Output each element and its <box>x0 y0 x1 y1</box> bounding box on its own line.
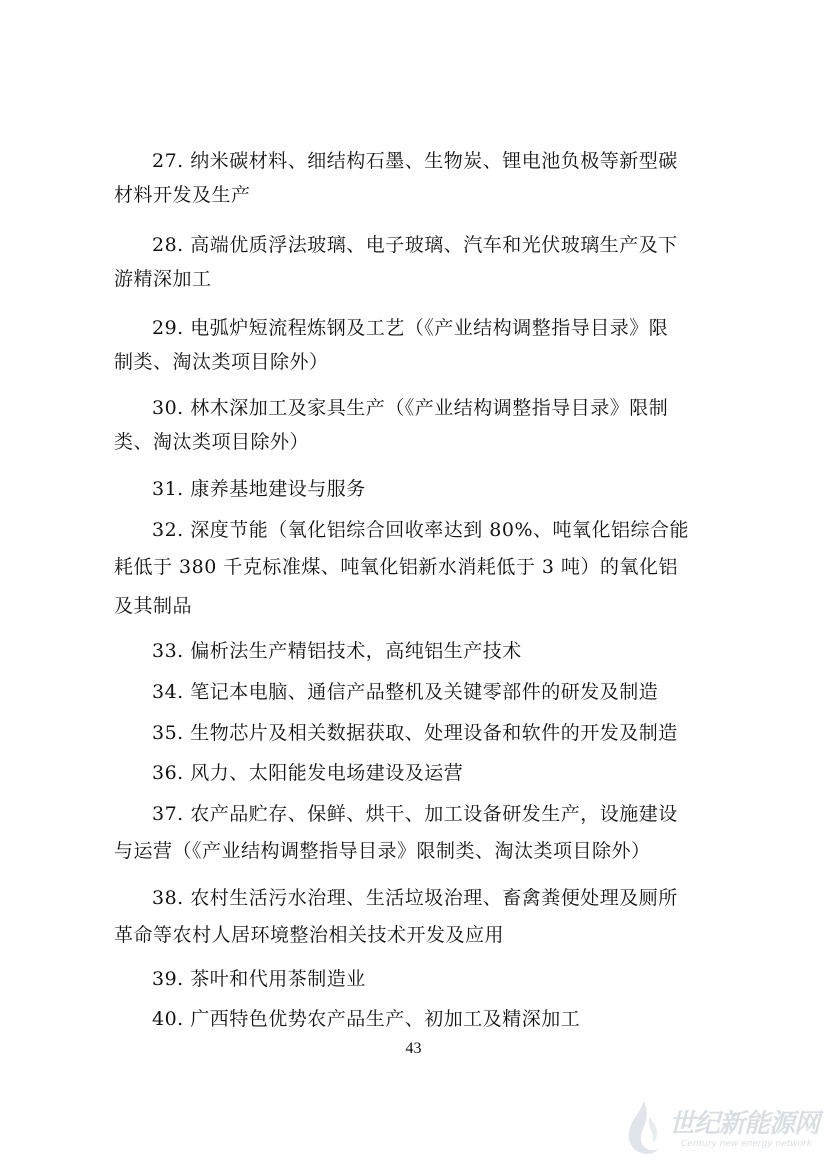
list-item <box>114 883 714 946</box>
list-item <box>114 474 714 502</box>
list-item-line: 27. 纳米碳材料、细结构石墨、生物炭、锂电池负极等新型碳 <box>152 150 678 172</box>
page-number: 43 <box>405 1040 422 1057</box>
list-item-line: 38. 农村生活污水治理、生活垃圾治理、畜禽粪便处理及厕所 <box>152 887 678 909</box>
list-item-line: 39. 茶叶和代用茶制造业 <box>152 968 366 990</box>
list-item <box>114 799 714 862</box>
list-item <box>114 636 714 664</box>
list-item-line: 类、淘汰类项目除外） <box>114 431 310 453</box>
list-item-line: 28. 高端优质浮法玻璃、电子玻璃、汽车和光伏玻璃生产及下 <box>152 234 678 256</box>
list-item <box>114 964 714 992</box>
list-item <box>114 1004 714 1032</box>
list-item-line: 37. 农产品贮存、保鲜、烘干、加工设备研发生产，设施建设 <box>152 803 678 825</box>
list-item-line: 33. 偏析法生产精铝技术，高纯铝生产技术 <box>152 640 522 662</box>
list-item-line: 制类、淘汰类项目除外） <box>114 351 329 373</box>
list-item-line: 31. 康养基地建设与服务 <box>152 478 366 500</box>
list-item <box>114 230 714 290</box>
list-item <box>114 677 714 705</box>
list-item <box>114 393 714 453</box>
list-item-line: 革命等农村人居环境整治相关技术开发及应用 <box>114 924 505 946</box>
list-item <box>114 718 714 746</box>
list-item-line: 及其制品 <box>114 595 193 617</box>
list-item-line: 29. 电弧炉短流程炼钢及工艺（《产业结构调整指导目录》限 <box>152 317 669 339</box>
list-item <box>114 515 714 615</box>
list-item-line: 35. 生物芯片及相关数据获取、处理设备和软件的开发及制造 <box>152 722 678 744</box>
list-item-line: 材料开发及生产 <box>114 184 251 206</box>
watermark-logo <box>609 1097 819 1161</box>
list-item-line: 游精深加工 <box>114 268 212 290</box>
list-item-line: 耗低于 380 千克标准煤、吨氧化铝新水消耗低于 3 吨）的氧化铝 <box>114 556 679 578</box>
list-item-line: 与运营（《产业结构调整指导目录》限制类、淘汰类项目除外） <box>114 840 651 862</box>
list-item <box>114 313 714 373</box>
list-item-line: 40. 广西特色优势农产品生产、初加工及精深加工 <box>152 1008 581 1030</box>
flame-logo-icon <box>619 1097 669 1161</box>
list-item-line: 32. 深度节能（氧化铝综合回收率达到 80%、吨氧化铝综合能 <box>152 519 690 541</box>
watermark-text: 世纪新能源网 <box>669 1109 820 1139</box>
list-item <box>114 146 714 206</box>
watermark-subtext: Century new energy network <box>681 1139 813 1149</box>
list-item-line: 34. 笔记本电脑、通信产品整机及关键零部件的研发及制造 <box>152 681 659 703</box>
list-item <box>114 758 714 786</box>
list-item-line: 36. 风力、太阳能发电场建设及运营 <box>152 762 464 784</box>
list-item-line: 30. 林木深加工及家具生产（《产业结构调整指导目录》限制 <box>152 397 669 419</box>
